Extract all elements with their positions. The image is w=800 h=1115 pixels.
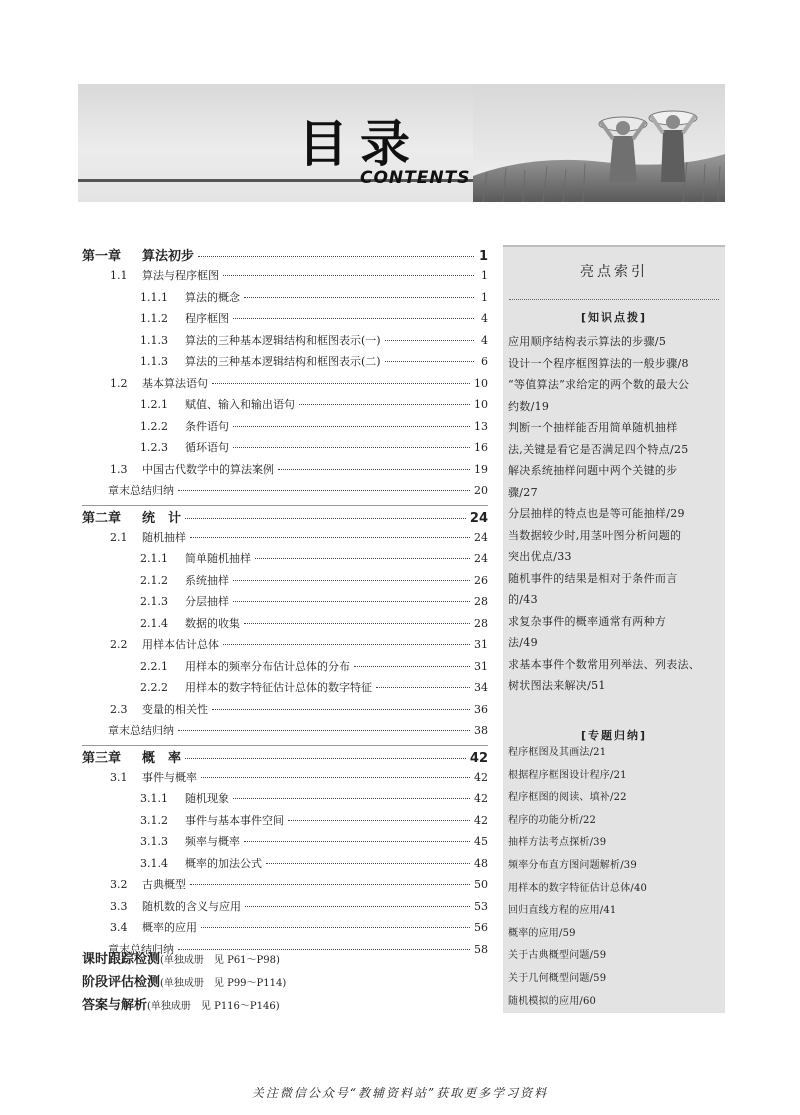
index-item: 概率的应用/59 [508,927,576,939]
toc-num: 3.1 [110,770,128,784]
toc-page: 24 [474,530,488,544]
booklet-title: 答案与解析 [82,998,148,1013]
index-item: 根据程序框图设计程序/21 [508,769,627,781]
toc-leader [233,318,474,319]
toc-num: 3.3 [110,899,128,913]
toc-num: 1.1.1 [140,290,168,304]
toc-page: 19 [474,462,488,476]
index-item: 的/43 [508,593,538,606]
sidebar-title: 亮点索引 [580,264,648,280]
toc-leader [201,777,470,778]
toc-leader [223,275,474,276]
toc-page: 10 [474,398,488,411]
toc-page: 24 [474,552,488,565]
toc-entry[interactable] [82,701,488,723]
toc-label: 简单随机抽样 [185,552,251,565]
toc-label: 算法的三种基本逻辑结构和框图表示(二) [185,355,381,368]
toc-leader [255,558,470,559]
toc-label: 算法的三种基本逻辑结构和框图表示(一) [185,333,381,347]
toc-num: 3.1.1 [140,792,168,805]
toc-leader [198,256,474,257]
toc-num: 3.1.4 [140,856,168,870]
toc-leader [376,687,470,688]
toc-page: 38 [474,724,488,737]
toc-page: 1 [481,290,488,304]
index-item: 求基本事件个数常用列举法、列表法、 [508,657,701,671]
toc-num: 2.1.2 [140,573,168,587]
toc-leader [212,383,470,384]
toc-label: 数据的收集 [185,616,240,630]
toc-page: 58 [474,942,488,956]
toc-num: 2.3 [110,702,128,716]
index-item: 求复杂事件的概率通常有两种方 [508,614,667,628]
toc-entry[interactable] [82,898,488,920]
toc-page: 53 [474,899,488,913]
toc-num: 1.1.3 [140,333,168,347]
toc-leader [190,884,470,885]
toc-chapter[interactable] [82,747,488,769]
toc-leader [185,518,466,519]
index-item: 解决系统抽样问题中两个关键的步 [508,464,678,477]
toc-leader [212,709,470,710]
page-title: 目录 [298,115,422,173]
toc-leader [233,447,470,448]
index-item: 随机模拟的应用/60 [508,995,597,1007]
separate-booklets [82,948,286,1017]
toc-chapter[interactable] [82,507,488,529]
toc-label: 事件与概率 [142,770,197,784]
toc-leader [278,469,470,470]
toc-label: 程序框图 [185,312,229,325]
toc-num: 1.3 [110,462,128,476]
index-item: 分层抽样的特点也是等可能抽样/29 [508,507,685,520]
toc-label: 随机抽样 [142,530,186,544]
toc-label: 基本算法语句 [142,376,208,390]
toc-num: 第二章 [82,510,122,526]
toc-label: 算法初步 [142,249,195,264]
booklet-entry[interactable] [82,948,286,971]
toc-label: 章末总结归纳 [108,942,174,956]
footer-note: 关注微信公众号“教辅资料站”获取更多学习资料 [251,1086,549,1100]
toc-entry[interactable] [82,550,488,572]
toc-page: 42 [469,750,488,766]
toc-num: 2.1.4 [140,616,168,630]
toc-label: 章末总结归纳 [108,724,174,737]
section-topics: [专题归纳] [580,729,648,742]
toc-label: 系统抽样 [185,573,229,587]
chapter-divider [82,505,488,506]
highlights-index [503,245,725,1013]
toc-label: 概 率 [142,750,182,766]
index-item: 关于古典概型问题/59 [508,950,607,962]
toc-leader [201,927,470,928]
toc-num: 2.2.2 [140,681,168,694]
toc-entry[interactable] [82,310,488,332]
index-item: 抽样方法考点探析/39 [508,837,607,849]
toc-label: 概率的加法公式 [185,856,262,870]
toc-page: 28 [474,616,488,630]
toc-num: 1.2.2 [140,419,168,433]
booklet-title: 阶段评估检测 [82,975,161,990]
toc-entry[interactable] [82,375,488,397]
index-item: “等值算法”求给定的两个数的最大公 [508,378,690,391]
booklet-title: 课时跟踪检测 [82,952,161,967]
toc-leader [299,404,470,405]
toc-label: 用样本估计总体 [142,638,219,651]
index-item: 频率分布直方图问题解析/39 [508,859,637,871]
toc-entry[interactable] [82,855,488,877]
toc-page: 45 [474,835,488,848]
index-item: 程序框图的阅读、填补/22 [508,792,627,804]
toc-page: 4 [481,312,488,325]
toc-entry[interactable] [82,529,488,551]
toc-leader [178,730,470,731]
toc-leader [185,758,466,759]
toc-entry[interactable] [82,439,488,461]
toc-label: 用样本的频率分布估计总体的分布 [185,659,350,673]
contents-subtitle: CONTENTS [360,168,471,188]
toc-num: 第一章 [82,249,122,264]
index-item: 程序的功能分析/22 [508,814,597,826]
toc-leader [233,580,470,581]
header-banner [78,84,725,202]
toc-page: 1 [481,269,488,282]
toc-num: 1.2.3 [140,441,168,454]
toc-num: 3.1.2 [140,813,168,827]
toc-page: 36 [474,702,488,716]
toc-leader [385,361,474,362]
table-of-contents [82,245,488,962]
toc-entry[interactable] [82,572,488,594]
toc-leader [245,906,470,907]
toc-label: 随机数的含义与应用 [142,899,241,913]
toc-entry[interactable] [82,722,488,744]
toc-entry[interactable] [82,461,488,483]
booklet-entry[interactable] [82,994,286,1017]
toc-page: 48 [474,856,488,870]
toc-entry[interactable] [82,615,488,637]
toc-leader [178,490,470,491]
toc-label: 事件与基本事件空间 [185,813,284,827]
toc-page: 42 [474,792,488,805]
index-item: 突出优点/33 [508,550,572,563]
toc-entry[interactable] [82,267,488,289]
toc-page: 6 [481,355,488,368]
toc-num: 3.2 [110,878,128,891]
toc-page: 10 [474,376,488,390]
toc-leader [233,426,470,427]
header-photo [473,84,725,202]
index-item: 关于几何概型问题/59 [508,972,607,984]
toc-num: 第三章 [82,750,122,766]
toc-num: 2.1.3 [140,595,168,608]
toc-num: 1.2.1 [140,398,168,411]
toc-num: 3.4 [110,921,128,934]
index-item: 判断一个抽样能否用简单随机抽样 [508,421,678,434]
section-knowledge: [知识点拨] [580,311,648,324]
toc-page: 4 [481,333,488,347]
toc-leader [190,537,470,538]
booklet-note: (单独成册 见 P99～P114) [160,978,287,989]
chapter-divider [82,745,488,746]
index-item: 骤/27 [508,485,538,499]
toc-entry[interactable] [82,812,488,834]
toc-num: 1.1.2 [140,312,168,325]
toc-entry[interactable] [82,353,488,375]
toc-label: 算法的概念 [185,290,240,304]
toc-entry[interactable] [82,593,488,615]
toc-num: 2.2.1 [140,659,168,673]
booklet-note: (单独成册 见 P116～P146) [147,1001,280,1012]
toc-chapter[interactable] [82,245,488,267]
toc-page: 1 [478,249,488,264]
toc-label: 用样本的数字特征估计总体的数字特征 [185,681,372,694]
toc-leader [385,340,474,341]
toc-label: 条件语句 [185,419,229,433]
index-item: 约数/19 [508,399,550,413]
toc-label: 统 计 [142,510,182,526]
toc-leader [266,863,470,864]
index-item: 法,关键是看它是否满足四个特点/25 [508,442,689,456]
index-item: 用样本的数字特征估计总体/40 [508,882,648,894]
index-item: 设计一个程序框图算法的一般步骤/8 [508,356,689,370]
index-item: 随机事件的结果是相对于条件而言 [508,571,678,585]
knowledge-list [508,331,722,697]
toc-leader [244,623,470,624]
toc-page: 42 [474,813,488,827]
sidebar-divider [509,299,719,300]
toc-page: 34 [474,681,488,694]
toc-entry[interactable] [82,396,488,418]
index-item: 法/49 [508,636,538,649]
toc-entry[interactable] [82,833,488,855]
toc-page: 13 [474,419,488,433]
toc-page: 31 [474,638,488,651]
toc-entry[interactable] [82,636,488,658]
toc-num: 1.1 [110,269,128,282]
toc-page: 56 [474,921,488,934]
toc-label: 分层抽样 [185,595,229,608]
toc-leader [288,820,470,821]
toc-leader [223,644,470,645]
toc-entry[interactable] [82,679,488,701]
toc-entry[interactable] [82,790,488,812]
toc-leader [354,666,470,667]
index-item: 当数据较少时,用茎叶图分析问题的 [508,528,682,542]
toc-entry[interactable] [82,919,488,941]
toc-label: 中国古代数学中的算法案例 [142,462,274,476]
toc-label: 赋值、输入和输出语句 [185,398,295,411]
toc-leader [233,601,470,602]
index-item: 程序框图及其画法/21 [508,747,607,758]
toc-page: 24 [469,510,488,526]
toc-label: 随机现象 [185,792,229,805]
toc-label: 算法与程序框图 [142,269,219,282]
toc-leader [244,297,474,298]
toc-entry[interactable] [82,769,488,791]
toc-page: 42 [474,770,488,784]
toc-label: 变量的相关性 [142,702,208,716]
toc-entry[interactable] [82,289,488,311]
toc-page: 16 [474,441,488,454]
toc-page: 31 [474,659,488,673]
toc-num: 3.1.3 [140,835,168,848]
toc-num: 2.1 [110,530,128,544]
booklet-entry[interactable] [82,971,286,994]
toc-num: 2.2 [110,638,128,651]
index-item: 应用顺序结构表示算法的步骤/5 [508,335,667,348]
toc-entry[interactable] [82,332,488,354]
toc-entry[interactable] [82,482,488,504]
toc-num: 1.2 [110,376,128,390]
topic-list [508,742,722,1013]
toc-num: 2.1.1 [140,552,168,565]
index-item: 树状图法来解决/51 [508,679,606,692]
toc-entry[interactable] [82,876,488,898]
toc-leader [233,798,470,799]
toc-label: 概率的应用 [142,921,197,934]
toc-page: 26 [474,573,488,587]
toc-num: 1.1.3 [140,355,168,368]
toc-label: 古典概型 [142,878,186,891]
toc-label: 循环语句 [185,441,229,454]
toc-entry[interactable] [82,418,488,440]
toc-label: 章末总结归纳 [108,484,174,497]
toc-page: 20 [474,484,488,497]
toc-page: 28 [474,595,488,608]
toc-entry[interactable] [82,658,488,680]
toc-label: 频率与概率 [185,835,240,848]
toc-page: 50 [474,878,488,891]
index-item: 回归直线方程的应用/41 [508,905,617,917]
booklet-note: (单独成册 见 P61～P98) [160,955,280,966]
toc-leader [244,841,470,842]
